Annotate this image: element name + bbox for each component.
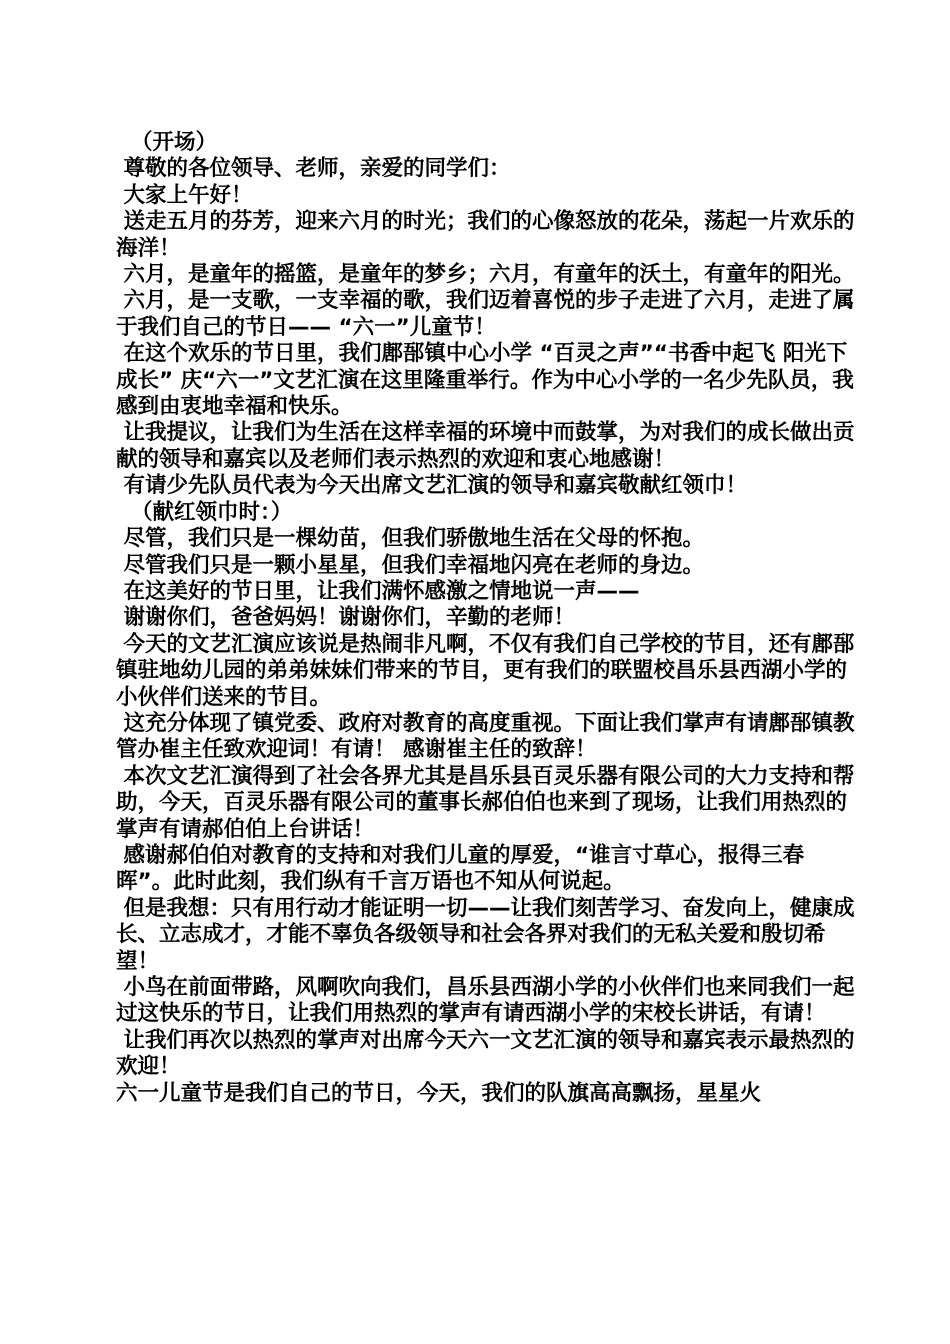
paragraph: 尽管我们只是一颗小星星，但我们幸福地闪亮在老师的身边。 (116, 552, 705, 578)
paragraph: 小鸟在前面带路，风啊吹向我们，昌乐县西湖小学的小伙伴们也来同我们一起过这快乐的节日，让我们用热烈的掌声有请西湖小学的宋校长讲话，有请！ (116, 975, 855, 1027)
paragraph: 谢谢你们，爸爸妈妈！谢谢你们，辛勤的老师！ (116, 605, 576, 631)
paragraph-stage-note: （献红领巾时：） (116, 499, 293, 525)
paragraph-salutation: 尊敬的各位领导、老师，亲爱的同学们： (116, 156, 511, 182)
paragraph: 六月，是一支歌，一支幸福的歌，我们迈着喜悦的步子走进了六月，走进了属于我们自己的节日—— “六一”儿童节！ (116, 288, 855, 340)
paragraph: 感谢郝伯伯对教育的支持和对我们儿童的厚爱，“谁言寸草心，报得三春晖”。此时此刻，我们纵有千言万语也不知从何说起。 (116, 842, 805, 895)
paragraph: 今天的文艺汇演应该说是热闹非凡啊，不仅有我们自己学校的节目，还有鄌郚镇驻地幼儿园的弟弟妹妹们带来的节目，更有我们的联盟校昌乐县西湖小学的小伙伴们送来的节目。 (116, 631, 855, 710)
paragraph: 这充分体现了镇党委、政府对教育的高度重视。下面让我们掌声有请鄌郚镇教管办崔主任致欢迎词！有请！ 感谢崔主任的致辞！ (116, 710, 855, 763)
paragraph: 本次文艺汇演得到了社会各界尤其是昌乐县百灵乐器有限公司的大力支持和帮助，今天，百灵乐器有限公司的董事长郝伯伯也来到了现场，让我们用热烈的掌声有请郝伯伯上台讲话！ (116, 763, 855, 842)
paragraph: 但是我想：只有用行动才能证明一切——让我们刻苦学习、奋发向上，健康成长、立志成才，才能不辜负各级领导和社会各界对我们的无私关爱和殷切希望！ (116, 895, 855, 974)
paragraph: 六月，是童年的摇篮，是童年的梦乡；六月，有童年的沃土，有童年的阳光。 (116, 262, 855, 288)
paragraph: 让我提议，让我们为生活在这样幸福的环境中而鼓掌，为对我们的成长做出贡献的领导和嘉宾以及老师们表示热烈的欢迎和衷心地感谢！ (116, 420, 855, 472)
paragraph: 在这美好的节日里，让我们满怀感激之情地说一声—— (116, 578, 640, 604)
paragraph: 送走五月的芬芳，迎来六月的时光；我们的心像怒放的花朵，荡起一片欢乐的海洋！ (116, 209, 855, 261)
paragraph: 让我们再次以热烈的掌声对出席今天六一文艺汇演的领导和嘉宾表示最热烈的欢迎！ (116, 1027, 855, 1080)
paragraph: 有请少先队员代表为今天出席文艺汇演的领导和嘉宾敬献红领巾！ (116, 473, 748, 499)
paragraph-opening-note: （开场） (116, 130, 217, 155)
document-body (116, 130, 856, 1107)
paragraph-last: 六一儿童节是我们自己的节日，今天，我们的队旗高高飘扬，星星火 (116, 1080, 762, 1106)
paragraph: 尽管，我们只是一棵幼苗，但我们骄傲地生活在父母的怀抱。 (116, 526, 705, 552)
paragraph: 在这个欢乐的节日里，我们鄌郚镇中心小学 “百灵之声”“书香中起飞 阳光下成长” 庆“六一”文艺汇演在这里隆重举行。作为中心小学的一名少先队员，我感到由衷地幸福和快乐。 (116, 341, 854, 420)
paragraph-greeting: 大家上午好！ (116, 182, 253, 208)
